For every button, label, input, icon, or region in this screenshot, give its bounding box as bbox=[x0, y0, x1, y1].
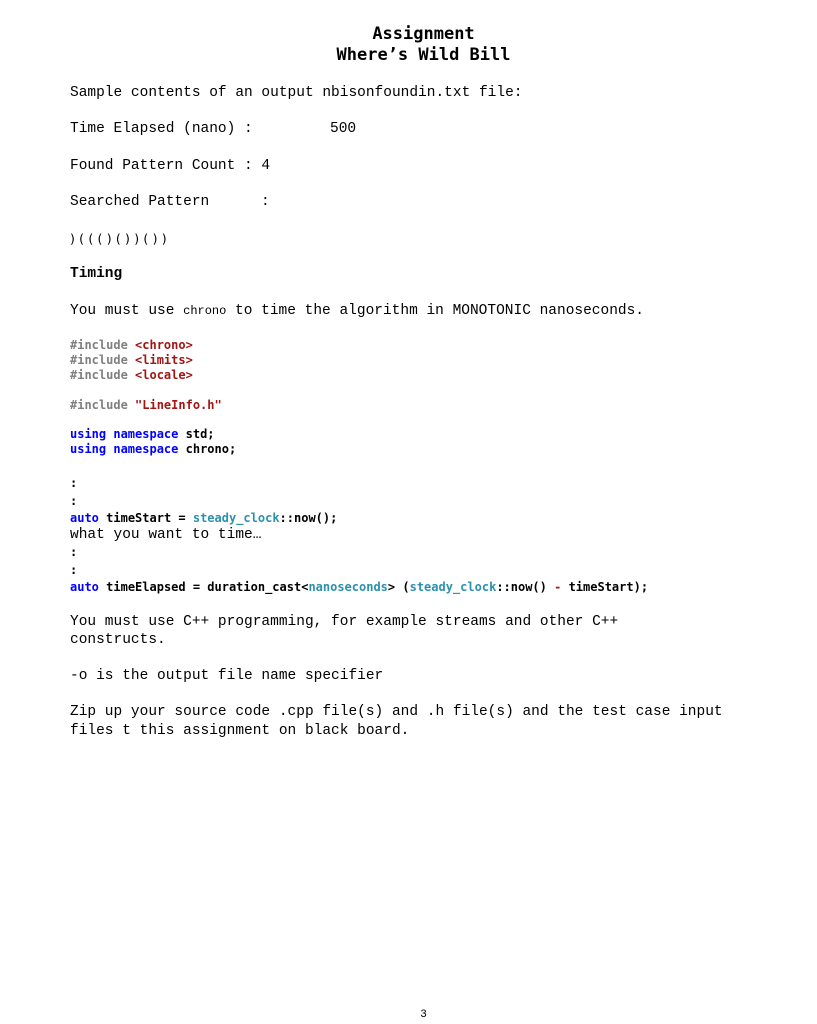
time-elapsed-value: 500 bbox=[330, 121, 357, 137]
minus-operator: - bbox=[546, 580, 569, 594]
timing-heading: Timing bbox=[70, 266, 123, 282]
code-colon: : bbox=[70, 494, 78, 508]
output-flag-note: -o is the output file name specifier bbox=[70, 668, 384, 684]
timing-text-before: You must use bbox=[70, 303, 184, 319]
code-time-start bbox=[70, 511, 337, 526]
code-include-lineinfo bbox=[70, 398, 222, 413]
zip-instruction-line2: files t this assignment on black board. bbox=[70, 723, 410, 739]
cast-close: > ( bbox=[387, 580, 410, 594]
chrono-word: chrono bbox=[183, 304, 227, 318]
cpp-requirement-line2: constructs. bbox=[70, 632, 166, 648]
using-keyword: using bbox=[70, 442, 107, 456]
namespace-keyword: namespace bbox=[113, 427, 179, 441]
namespace-name: std; bbox=[185, 427, 215, 441]
code-colon: : bbox=[70, 476, 78, 490]
code-include-chrono bbox=[70, 338, 193, 353]
pattern-value: )((()())()) bbox=[70, 231, 171, 246]
page-number: 3 bbox=[420, 1008, 427, 1020]
code-colon: : bbox=[70, 545, 78, 559]
cpp-requirement-line1: You must use C++ programming, for example streams and other C++ bbox=[70, 614, 619, 630]
now-call: ::now() bbox=[496, 580, 547, 594]
code-include-locale bbox=[70, 368, 193, 383]
include-keyword: #include bbox=[70, 368, 128, 382]
namespace-name: chrono; bbox=[185, 442, 237, 456]
using-keyword: using bbox=[70, 427, 107, 441]
found-pattern-count: Found Pattern Count : 4 bbox=[70, 158, 271, 174]
auto-keyword: auto bbox=[70, 511, 99, 525]
code-using-chrono bbox=[70, 442, 236, 457]
steady-clock-type: steady_clock bbox=[409, 580, 497, 594]
code-time-elapsed bbox=[70, 580, 648, 595]
namespace-keyword: namespace bbox=[113, 442, 179, 456]
sample-intro: Sample contents of an output nbisonfoundin.txt file: bbox=[70, 85, 523, 101]
code-comment-what-to-time: what you want to time… bbox=[70, 527, 262, 543]
time-elapsed-decl: timeElapsed = duration_cast< bbox=[106, 580, 309, 594]
time-start-decl: timeStart = bbox=[106, 511, 193, 525]
include-target: <locale> bbox=[135, 368, 193, 382]
code-colon: : bbox=[70, 563, 78, 577]
code-include-limits bbox=[70, 353, 193, 368]
now-call: ::now(); bbox=[279, 511, 338, 525]
time-start-ref: timeStart); bbox=[568, 580, 649, 594]
include-target: <limits> bbox=[135, 353, 193, 367]
steady-clock-type: steady_clock bbox=[192, 511, 280, 525]
include-target: "LineInfo.h" bbox=[135, 398, 222, 412]
zip-instruction-line1: Zip up your source code .cpp file(s) and .h file(s) and the test case input bbox=[70, 704, 723, 720]
include-keyword: #include bbox=[70, 398, 128, 412]
nanoseconds-type: nanoseconds bbox=[308, 580, 388, 594]
code-using-std bbox=[70, 427, 215, 442]
include-keyword: #include bbox=[70, 338, 128, 352]
include-keyword: #include bbox=[70, 353, 128, 367]
title-assignment: Assignment bbox=[372, 24, 475, 44]
title-wheres-wild-bill: Where’s Wild Bill bbox=[336, 45, 511, 65]
timing-text-after: to time the algorithm in MONOTONIC nanoseconds. bbox=[226, 303, 645, 319]
time-elapsed-label: Time Elapsed (nano) : bbox=[70, 121, 253, 137]
searched-pattern-colon: : bbox=[261, 194, 270, 210]
timing-instruction bbox=[70, 302, 644, 320]
include-target: <chrono> bbox=[135, 338, 193, 352]
auto-keyword: auto bbox=[70, 580, 99, 594]
searched-pattern-label: Searched Pattern bbox=[70, 194, 210, 210]
